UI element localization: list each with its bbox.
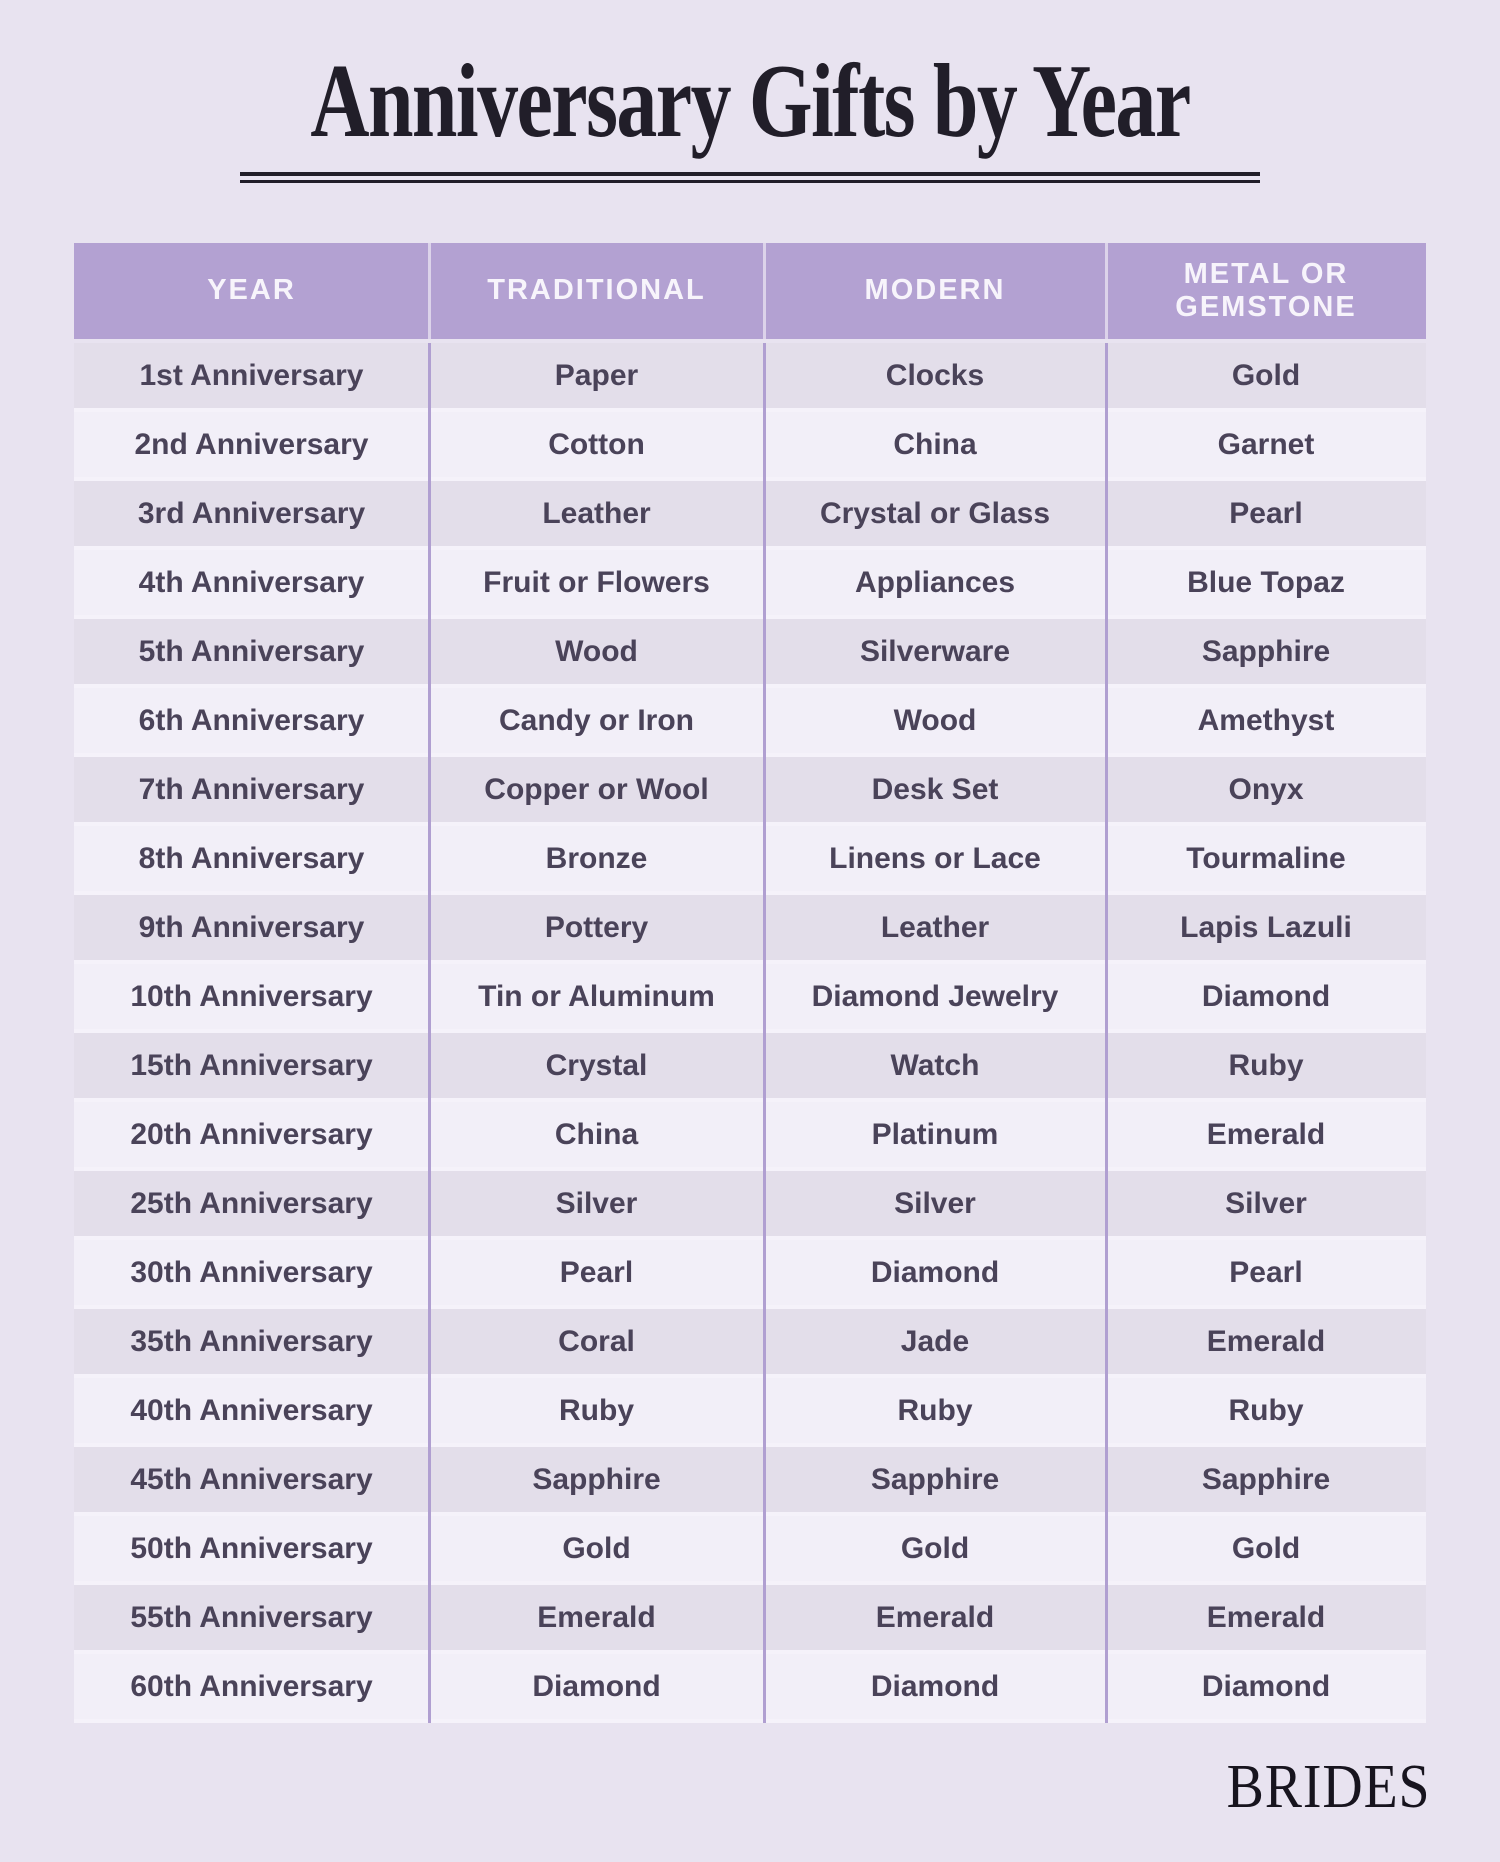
metal-or-gemstone-cell: Lapis Lazuli <box>1106 895 1426 960</box>
traditional-cell: Fruit or Flowers <box>429 550 764 615</box>
modern-cell: Emerald <box>764 1585 1106 1650</box>
traditional-cell: Emerald <box>429 1585 764 1650</box>
metal-or-gemstone-cell: Gold <box>1106 343 1426 408</box>
year-cell: 4th Anniversary <box>74 550 429 615</box>
column-header-traditional: TRADITIONAL <box>429 243 764 339</box>
table-row <box>74 412 1426 477</box>
modern-cell: Leather <box>764 895 1106 960</box>
table-row <box>74 964 1426 1029</box>
title-double-rule <box>240 172 1260 183</box>
table-row <box>74 1516 1426 1581</box>
column-header-metal-or-gemstone: METAL OR GEMSTONE <box>1106 243 1426 339</box>
table-row <box>74 1033 1426 1098</box>
metal-or-gemstone-cell: Tourmaline <box>1106 826 1426 891</box>
table-row <box>74 1309 1426 1374</box>
traditional-cell: Bronze <box>429 826 764 891</box>
modern-cell: Clocks <box>764 343 1106 408</box>
column-header-modern: MODERN <box>764 243 1106 339</box>
modern-cell: Gold <box>764 1516 1106 1581</box>
year-cell: 20th Anniversary <box>74 1102 429 1167</box>
modern-cell: Jade <box>764 1309 1106 1374</box>
table-row <box>74 757 1426 822</box>
modern-cell: Watch <box>764 1033 1106 1098</box>
traditional-cell: Gold <box>429 1516 764 1581</box>
metal-or-gemstone-cell: Pearl <box>1106 1240 1426 1305</box>
traditional-cell: Diamond <box>429 1654 764 1719</box>
table-row <box>74 343 1426 408</box>
year-cell: 45th Anniversary <box>74 1447 429 1512</box>
table-row <box>74 550 1426 615</box>
year-cell: 6th Anniversary <box>74 688 429 753</box>
year-cell: 2nd Anniversary <box>74 412 429 477</box>
traditional-cell: Cotton <box>429 412 764 477</box>
table-row <box>74 1102 1426 1167</box>
modern-cell: Desk Set <box>764 757 1106 822</box>
metal-or-gemstone-cell: Emerald <box>1106 1585 1426 1650</box>
year-cell: 1st Anniversary <box>74 343 429 408</box>
year-cell: 25th Anniversary <box>74 1171 429 1236</box>
year-cell: 40th Anniversary <box>74 1378 429 1443</box>
year-cell: 15th Anniversary <box>74 1033 429 1098</box>
metal-or-gemstone-cell: Ruby <box>1106 1378 1426 1443</box>
metal-or-gemstone-cell: Sapphire <box>1106 619 1426 684</box>
modern-cell: Linens or Lace <box>764 826 1106 891</box>
table-row <box>74 619 1426 684</box>
year-cell: 60th Anniversary <box>74 1654 429 1719</box>
traditional-cell: Sapphire <box>429 1447 764 1512</box>
year-cell: 8th Anniversary <box>74 826 429 891</box>
year-cell: 35th Anniversary <box>74 1309 429 1374</box>
modern-cell: Diamond <box>764 1654 1106 1719</box>
year-cell: 55th Anniversary <box>74 1585 429 1650</box>
traditional-cell: Coral <box>429 1309 764 1374</box>
table-body <box>74 343 1426 1723</box>
year-cell: 10th Anniversary <box>74 964 429 1029</box>
table-row <box>74 1171 1426 1236</box>
modern-cell: Silver <box>764 1171 1106 1236</box>
traditional-cell: Crystal <box>429 1033 764 1098</box>
traditional-cell: Silver <box>429 1171 764 1236</box>
column-divider <box>428 343 431 1723</box>
metal-or-gemstone-cell: Sapphire <box>1106 1447 1426 1512</box>
table-row <box>74 1378 1426 1443</box>
modern-cell: Wood <box>764 688 1106 753</box>
year-cell: 50th Anniversary <box>74 1516 429 1581</box>
traditional-cell: Pottery <box>429 895 764 960</box>
modern-cell: Platinum <box>764 1102 1106 1167</box>
table-row <box>74 895 1426 960</box>
traditional-cell: Pearl <box>429 1240 764 1305</box>
traditional-cell: China <box>429 1102 764 1167</box>
modern-cell: Appliances <box>764 550 1106 615</box>
metal-or-gemstone-cell: Amethyst <box>1106 688 1426 753</box>
modern-cell: Silverware <box>764 619 1106 684</box>
table-row <box>74 1447 1426 1512</box>
header-column-divider <box>763 243 766 339</box>
traditional-cell: Paper <box>429 343 764 408</box>
year-cell: 7th Anniversary <box>74 757 429 822</box>
traditional-cell: Copper or Wool <box>429 757 764 822</box>
metal-or-gemstone-cell: Diamond <box>1106 1654 1426 1719</box>
header-column-divider <box>428 243 431 339</box>
metal-or-gemstone-cell: Diamond <box>1106 964 1426 1029</box>
modern-cell: Diamond <box>764 1240 1106 1305</box>
modern-cell: Diamond Jewelry <box>764 964 1106 1029</box>
column-header-year: YEAR <box>74 243 429 339</box>
table-row <box>74 1585 1426 1650</box>
metal-or-gemstone-cell: Garnet <box>1106 412 1426 477</box>
table-header-row <box>74 243 1426 339</box>
metal-or-gemstone-cell: Gold <box>1106 1516 1426 1581</box>
metal-or-gemstone-cell: Emerald <box>1106 1309 1426 1374</box>
traditional-cell: Leather <box>429 481 764 546</box>
traditional-cell: Ruby <box>429 1378 764 1443</box>
metal-or-gemstone-cell: Emerald <box>1106 1102 1426 1167</box>
year-cell: 9th Anniversary <box>74 895 429 960</box>
page-title: Anniversary Gifts by Year <box>310 42 1190 159</box>
modern-cell: Crystal or Glass <box>764 481 1106 546</box>
year-cell: 5th Anniversary <box>74 619 429 684</box>
metal-or-gemstone-cell: Pearl <box>1106 481 1426 546</box>
table-row <box>74 1654 1426 1719</box>
table-row <box>74 481 1426 546</box>
table-row <box>74 826 1426 891</box>
metal-or-gemstone-cell: Blue Topaz <box>1106 550 1426 615</box>
traditional-cell: Tin or Aluminum <box>429 964 764 1029</box>
traditional-cell: Candy or Iron <box>429 688 764 753</box>
year-cell: 3rd Anniversary <box>74 481 429 546</box>
metal-or-gemstone-cell: Onyx <box>1106 757 1426 822</box>
year-cell: 30th Anniversary <box>74 1240 429 1305</box>
modern-cell: Sapphire <box>764 1447 1106 1512</box>
table-row <box>74 1240 1426 1305</box>
modern-cell: China <box>764 412 1106 477</box>
column-divider <box>1105 343 1108 1723</box>
metal-or-gemstone-cell: Ruby <box>1106 1033 1426 1098</box>
metal-or-gemstone-cell: Silver <box>1106 1171 1426 1236</box>
column-divider <box>763 343 766 1723</box>
brides-logo: BRIDES <box>1226 1753 1430 1821</box>
traditional-cell: Wood <box>429 619 764 684</box>
header-column-divider <box>1105 243 1108 339</box>
modern-cell: Ruby <box>764 1378 1106 1443</box>
table-row <box>74 688 1426 753</box>
